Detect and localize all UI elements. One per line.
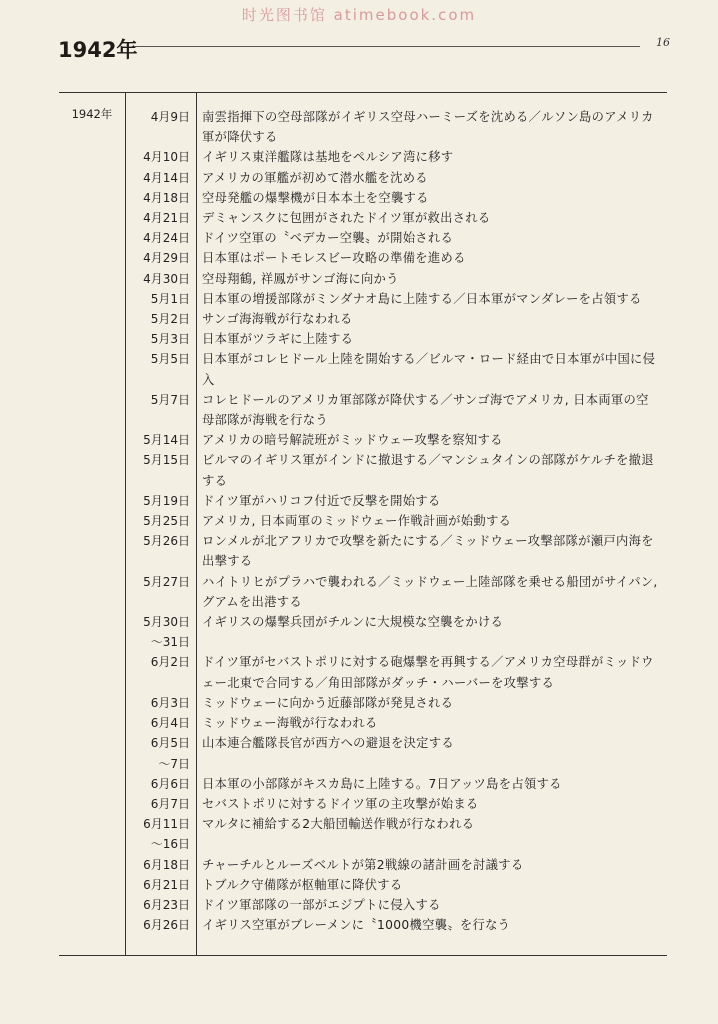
row-event: マルタに補給する2大船団輸送作戦が行なわれる: [202, 817, 475, 832]
row-event: 日本軍の増援部隊がミンダナオ島に上陸する／日本軍がマンダレーを占領する: [202, 291, 642, 306]
row-event: ドイツ軍がハリコフ付近で反撃を開始する: [202, 493, 441, 508]
table-row: [59, 612, 667, 652]
row-event: ドイツ空軍の〝ベデカー空襲〟が開始される: [202, 231, 454, 246]
row-date: 6月11日 ～16日: [143, 817, 190, 852]
row-event: ミッドウェー海戦が行なわれる: [202, 716, 378, 731]
table-row: [59, 491, 667, 511]
row-date: 6月3日: [150, 695, 190, 710]
table-row: [59, 228, 667, 248]
page-title: 1942年: [58, 38, 138, 62]
row-date: 5月7日: [150, 392, 190, 407]
row-event: ミッドウェーに向かう近藤部隊が発見される: [202, 695, 454, 710]
table-row: [59, 531, 667, 571]
page-number: 16: [656, 36, 670, 49]
table-row: [59, 774, 667, 794]
row-event: 空母翔鶴, 祥鳳がサンゴ海に向かう: [202, 271, 399, 286]
table-row: [59, 915, 667, 935]
table-row: [59, 248, 667, 268]
table-row: [59, 208, 667, 228]
row-event: チャーチルとルーズベルトが第2戦線の諸計画を討議する: [202, 857, 524, 872]
row-date: 6月5日 ～7日: [150, 736, 190, 771]
row-date: 5月30日 ～31日: [143, 615, 190, 650]
table-rows: [59, 107, 667, 935]
table-row: [59, 430, 667, 450]
row-event: サンゴ海海戦が行なわれる: [202, 312, 353, 327]
row-date: 6月6日: [150, 776, 190, 791]
chronology-table: [59, 92, 667, 956]
row-event: 日本軍はポートモレスビー攻略の準備を進める: [202, 251, 466, 266]
table-row: [59, 188, 667, 208]
row-event: ロンメルが北アフリカで攻撃を新たにする／ミッドウェー攻撃部隊が瀬戸内海を出撃する: [202, 534, 654, 569]
row-event: コレヒドールのアメリカ軍部隊が降伏する／サンゴ海でアメリカ, 日本両軍の空母部隊が海戦を行なう: [202, 392, 649, 428]
table-row: [59, 390, 667, 430]
table-row: [59, 652, 667, 692]
table-row: [59, 147, 667, 167]
row-date: 4月29日: [143, 251, 190, 266]
row-event: アメリカ, 日本両軍のミッドウェー作戦計画が始動する: [202, 514, 512, 529]
table-row: [59, 713, 667, 733]
row-date: 4月18日: [143, 190, 190, 205]
row-date: 5月1日: [150, 291, 190, 306]
row-date: 4月24日: [143, 231, 190, 246]
table-row: [59, 329, 667, 349]
watermark-text: 时光图书馆 atimebook.com: [241, 6, 477, 24]
table-row: [59, 895, 667, 915]
header-rule: [134, 46, 640, 47]
row-event: 山本連合艦隊長官が西方への避退を決定する: [202, 736, 454, 751]
table-row: [59, 168, 667, 188]
row-date: 6月4日: [150, 716, 190, 731]
row-date: 4月14日: [143, 170, 190, 185]
table-row: [59, 269, 667, 289]
row-event: アメリカの暗号解読班がミッドウェー攻撃を察知する: [202, 433, 503, 448]
row-date: 5月19日: [143, 493, 190, 508]
row-date: 6月2日: [150, 655, 190, 670]
row-event: トブルク守備隊が枢軸軍に降伏する: [202, 877, 403, 892]
table-row: [59, 572, 667, 612]
table-row: [59, 450, 667, 490]
row-date: 4月9日: [150, 110, 190, 124]
table-row: [59, 349, 667, 389]
row-event: イギリス空軍がブレーメンに〝1000機空襲〟を行なう: [202, 918, 511, 933]
row-date: 5月3日: [150, 332, 190, 347]
row-event: 空母発艦の爆撃機が日本本土を空襲する: [202, 190, 429, 205]
table-row: [59, 511, 667, 531]
row-date: 6月7日: [150, 796, 190, 811]
row-event: イギリス東洋艦隊は基地をペルシア湾に移す: [202, 150, 454, 165]
row-date: 4月10日: [143, 150, 190, 165]
table-row: [59, 733, 667, 773]
table-row: [59, 289, 667, 309]
row-event: イギリスの爆撃兵団がチルンに大規模な空襲をかける: [202, 615, 504, 630]
table-row: [59, 875, 667, 895]
row-event: アメリカの軍艦が初めて潜水艦を沈める: [202, 170, 428, 185]
row-date: 6月18日: [143, 857, 190, 872]
row-event: デミャンスクに包囲がされたドイツ軍が救出される: [202, 211, 491, 226]
row-date: 4月21日: [143, 211, 190, 226]
row-date: 6月21日: [143, 877, 190, 892]
table-row: [59, 794, 667, 814]
table-row: [59, 814, 667, 854]
row-date: 6月23日: [143, 897, 190, 912]
row-date: 6月26日: [143, 918, 190, 933]
row-date: 5月25日: [143, 514, 190, 529]
row-event: セバストポリに対するドイツ軍の主攻撃が始まる: [202, 796, 479, 811]
table-row: [59, 107, 667, 147]
table-row: [59, 855, 667, 875]
row-date: 5月5日: [150, 352, 190, 367]
row-event: ハイトリヒがプラハで襲われる／ミッドウェー上陸部隊を乗せる船団がサイパン, グアムを出港する: [202, 574, 658, 609]
row-date: 5月15日: [143, 453, 190, 468]
row-event: ビルマのイギリス軍がインドに撤退する／マンシュタインの部隊がケルチを撤退する: [202, 453, 654, 488]
page-header: [58, 34, 670, 60]
row-event: ドイツ軍部隊の一部がエジプトに侵入する: [202, 897, 441, 912]
row-event: 日本軍がツラギに上陸する: [202, 332, 354, 347]
row-date: 5月14日: [143, 433, 190, 448]
year-cell: 1942年: [71, 107, 113, 121]
row-date: 5月26日: [143, 534, 190, 549]
table-row: [59, 693, 667, 713]
table-row: [59, 309, 667, 329]
row-date: 5月2日: [150, 312, 190, 327]
row-date: 5月27日: [143, 574, 190, 589]
row-date: 4月30日: [143, 271, 190, 286]
row-event: 日本軍の小部隊がキスカ島に上陸する。7日アッツ島を占領する: [202, 776, 562, 791]
row-event: 南雲指揮下の空母部隊がイギリス空母ハーミーズを沈める／ルソン島のアメリカ軍が降伏する: [202, 110, 654, 145]
row-event: ドイツ軍がセバストポリに対する砲爆撃を再興する／アメリカ空母群がミッドウェー北東で合同する／角田部隊がダッチ・ハーバーを攻撃する: [202, 655, 654, 690]
row-event: 日本軍がコレヒドール上陸を開始する／ビルマ・ロード経由で日本軍が中国に侵入: [202, 352, 656, 387]
